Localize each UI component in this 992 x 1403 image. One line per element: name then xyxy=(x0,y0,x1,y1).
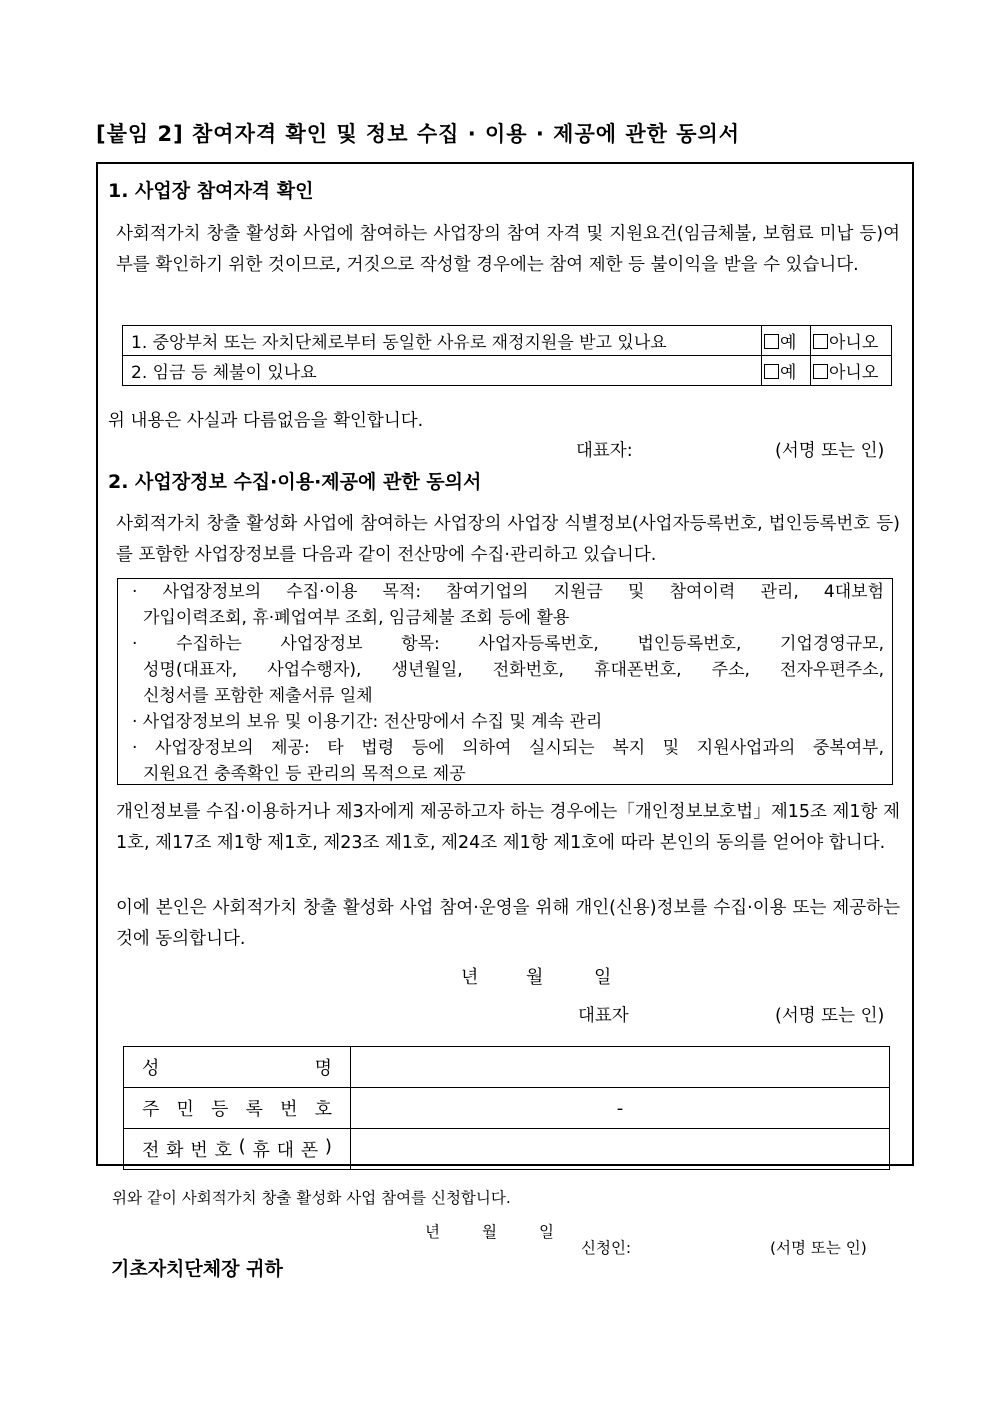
list-item: · 사업장정보의 보유 및 이용기간: 전산망에서 수집 및 계속 관리 xyxy=(132,712,603,732)
privacy-law-paragraph: 개인정보를 수집·이용하거나 제3자에게 제공하고자 하는 경우에는「개인정보보호법」제15조 제1항 제1호, 제17조 제1항 제1호, 제23조 제1호, 제24조 제1항 제1호에 따라 본인의 동의를 얻어야 합니다. xyxy=(116,802,900,853)
label-char: 번 xyxy=(280,1099,298,1120)
list-item: · 사업장정보의 제공: 타 법령 등에 의하여 실시되는 복지 및 지원사업과의 중복여부, xyxy=(132,738,884,758)
table-row xyxy=(124,1129,890,1170)
label-char: 전 xyxy=(142,1140,160,1161)
label-char: 록 xyxy=(245,1099,263,1120)
phone-field[interactable] xyxy=(351,1129,890,1170)
applicant-label: 신청인: xyxy=(581,1239,632,1257)
list-item: 신청서를 포함한 제출서류 일체 xyxy=(143,686,373,706)
label-char: 호 xyxy=(314,1099,332,1120)
label-char: 폰 xyxy=(300,1140,319,1161)
label-char: ( xyxy=(238,1136,246,1157)
list-item: 성명(대표자, 사업수행자), 생년월일, 전화번호, 휴대폰번호, 주소, 전자우편주소, xyxy=(143,660,884,680)
question-2-no-option[interactable] xyxy=(811,356,892,386)
no-label: 아니오 xyxy=(829,363,879,383)
name-label-cell xyxy=(124,1047,351,1088)
name-label xyxy=(142,1054,332,1080)
signer-info-table xyxy=(123,1046,890,1170)
apply-text: 위와 같이 사회적가치 창출 활성화 사업 참여를 신청합니다. xyxy=(112,1189,511,1207)
no-label: 아니오 xyxy=(829,333,879,353)
section1-paragraph: 사회적가치 창출 활성화 사업에 참여하는 사업장의 참여 자격 및 지원요건(임금체불, 보험료 미납 등)여부를 확인하기 위한 것이므로, 거짓으로 작성할 경우에는 참여 제한 등 불이익을 받을 수 있습니다. xyxy=(116,224,900,275)
checkbox-icon[interactable] xyxy=(764,334,779,349)
table-row xyxy=(123,326,892,356)
consent-paragraph: 이에 본인은 사회적가치 창출 활성화 사업 참여·운영을 위해 개인(신용)정보를 수집·이용 또는 제공하는 것에 동의합니다. xyxy=(116,898,900,949)
checkbox-icon[interactable] xyxy=(813,364,828,379)
table-row xyxy=(123,356,892,386)
label-char: 번 xyxy=(190,1140,208,1161)
footer-date-day: 일 xyxy=(539,1223,554,1241)
phone-label xyxy=(142,1136,332,1162)
signature-label: (서명 또는 인) xyxy=(775,1006,885,1026)
yes-label: 예 xyxy=(780,333,797,353)
list-item: · 사업장정보의 수집·이용 목적: 참여기업의 지원금 및 참여이력 관리, 4대보험 xyxy=(132,582,884,602)
label-char: 호 xyxy=(214,1140,232,1161)
label-char: 대 xyxy=(276,1140,294,1161)
section1-heading: 1. 사업장 참여자격 확인 xyxy=(108,180,314,202)
label-char: 휴 xyxy=(252,1140,270,1161)
checkbox-icon[interactable] xyxy=(813,334,828,349)
eligibility-question-table xyxy=(122,325,892,386)
question-1-yes-option[interactable] xyxy=(762,326,811,356)
checkbox-icon[interactable] xyxy=(764,364,779,379)
label-char: 민 xyxy=(176,1099,194,1120)
signature-label: (서명 또는 인) xyxy=(775,441,885,461)
label-char: 등 xyxy=(211,1099,229,1120)
footer-signature-label: (서명 또는 인) xyxy=(770,1239,867,1257)
footer-date-year: 년 xyxy=(425,1223,440,1241)
confirm-text: 위 내용은 사실과 다름없음을 확인합니다. xyxy=(108,411,424,431)
name-label-char: 성 xyxy=(142,1058,160,1079)
representative-label: 대표자 xyxy=(578,1006,629,1026)
phone-label-cell xyxy=(124,1129,351,1170)
yes-label: 예 xyxy=(780,363,797,383)
label-char: 주 xyxy=(142,1099,160,1120)
id-label-cell xyxy=(124,1088,351,1129)
date-month: 월 xyxy=(526,967,544,988)
name-label-char: 명 xyxy=(314,1058,332,1079)
list-item: · 수집하는 사업장정보 항목: 사업자등록번호, 법인등록번호, 기업경영규모, xyxy=(132,634,884,654)
id-label xyxy=(142,1095,332,1121)
question-1-no-option[interactable] xyxy=(811,326,892,356)
addressee: 기초자치단체장 귀하 xyxy=(111,1258,283,1280)
footer-date-month: 월 xyxy=(482,1223,497,1241)
question-1-text: 1. 중앙부처 또는 자치단체로부터 동일한 사유로 재정지원을 받고 있나요 xyxy=(123,326,762,356)
table-row xyxy=(124,1088,890,1129)
list-item: 가입이력조회, 휴·폐업여부 조회, 임금체불 조회 등에 활용 xyxy=(143,608,570,628)
resident-id-field[interactable]: - xyxy=(351,1088,890,1129)
info-collection-box xyxy=(117,578,893,785)
question-2-yes-option[interactable] xyxy=(762,356,811,386)
date-day: 일 xyxy=(594,967,612,988)
list-item: 지원요건 충족확인 등 관리의 목적으로 제공 xyxy=(143,764,466,784)
label-char: 화 xyxy=(166,1140,184,1161)
question-2-text: 2. 임금 등 체불이 있나요 xyxy=(123,356,762,386)
page-title: [붙임 2] 참여자격 확인 및 정보 수집 · 이용 · 제공에 관한 동의서 xyxy=(96,122,741,146)
section2-paragraph: 사회적가치 창출 활성화 사업에 참여하는 사업장의 사업장 식별정보(사업자등록번호, 법인등록번호 등)를 포함한 사업장정보를 다음과 같이 전산망에 수집·관리하고 있습니다. xyxy=(116,514,900,565)
label-char: ) xyxy=(324,1136,332,1157)
representative-label: 대표자: xyxy=(576,441,633,461)
table-row xyxy=(124,1047,890,1088)
section2-heading: 2. 사업장정보 수집·이용·제공에 관한 동의서 xyxy=(108,471,482,493)
name-field[interactable] xyxy=(351,1047,890,1088)
date-year: 년 xyxy=(461,967,479,988)
